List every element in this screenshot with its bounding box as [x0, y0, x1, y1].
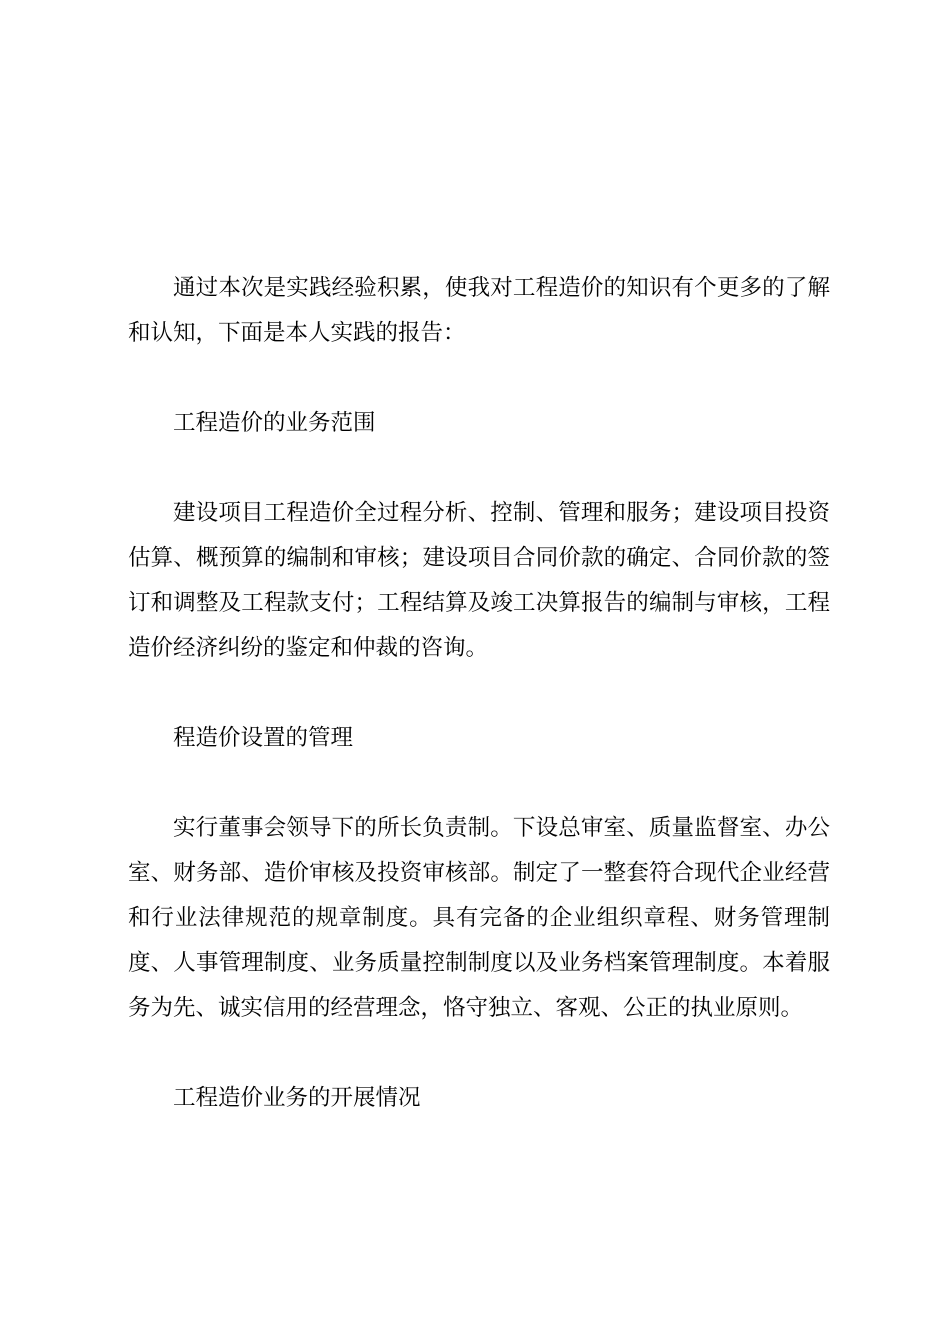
section-heading-management: 程造价设置的管理 — [173, 725, 354, 751]
paragraph-spacer — [128, 1031, 830, 1076]
paragraph-spacer — [128, 761, 830, 806]
paragraph-spacer — [128, 446, 830, 491]
intro-paragraph: 通过本次是实践经验积累，使我对工程造价的知识有个更多的了解和认知，下面是本人实践的报告： — [128, 275, 830, 346]
document-body — [128, 266, 830, 1121]
paragraph-spacer — [128, 671, 830, 716]
paragraph-spacer — [128, 356, 830, 401]
management-paragraph: 实行董事会领导下的所长负责制。下设总审室、质量监督室、办公室、财务部、造价审核及投资审核部。制定了一整套符合现代企业经营和行业法律规范的规章制度。具有完备的企业组织章程、财务管理制度、人事管理制度、业务质量控制制度以及业务档案管理制度。本着服务为先、诚实信用的经营理念，恪守独立、客观、公正的执业原则。 — [128, 815, 830, 1021]
section-heading-business-development: 工程造价业务的开展情况 — [173, 1085, 421, 1111]
section-heading-business-scope: 工程造价的业务范围 — [173, 410, 376, 436]
business-scope-paragraph: 建设项目工程造价全过程分析、控制、管理和服务；建设项目投资估算、概预算的编制和审核；建设项目合同价款的确定、合同价款的签订和调整及工程款支付；工程结算及竣工决算报告的编制与审核，工程造价经济纠纷的鉴定和仲裁的咨询。 — [128, 500, 830, 661]
